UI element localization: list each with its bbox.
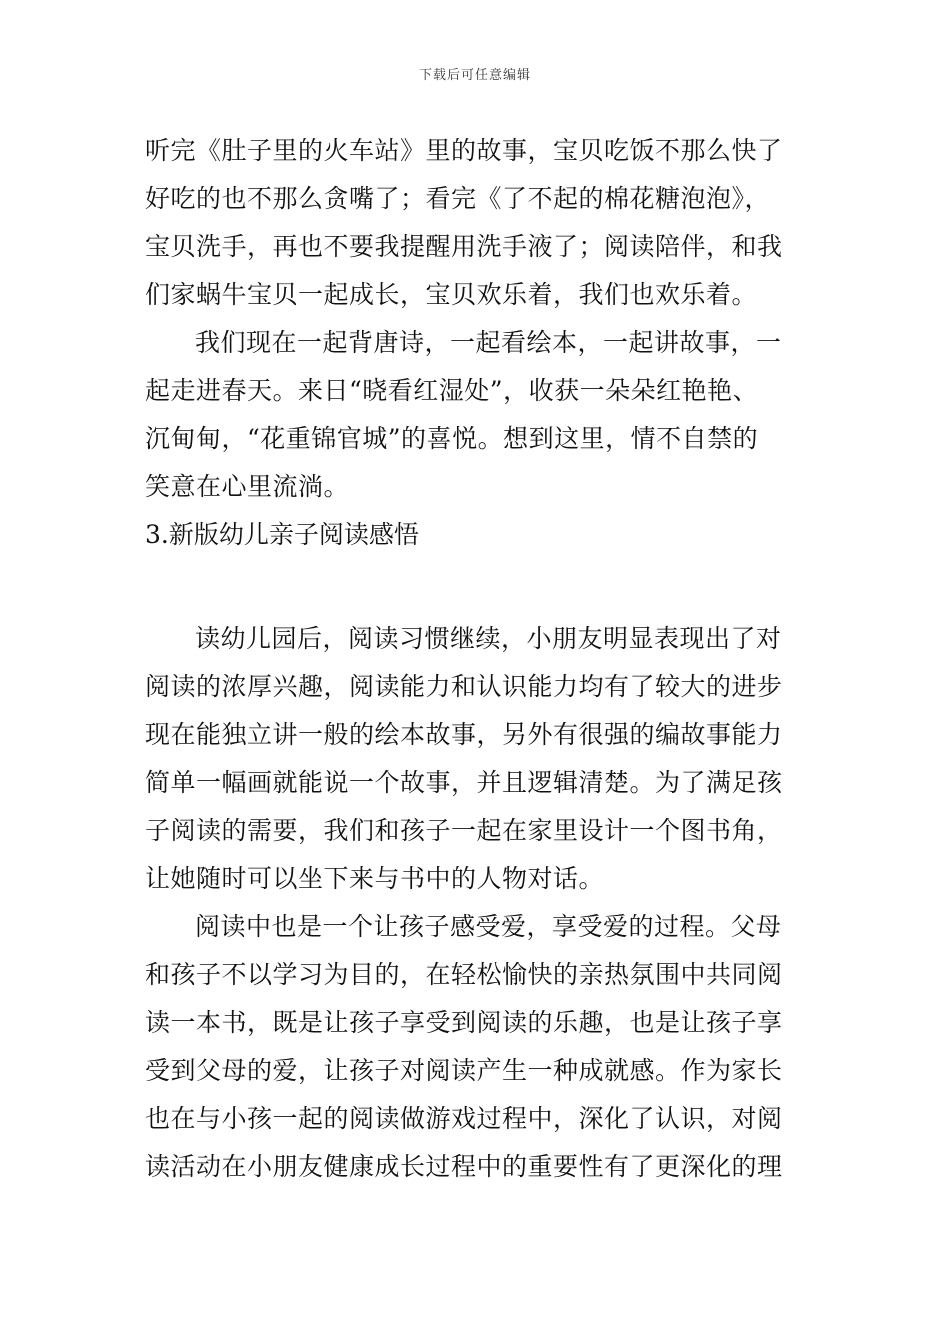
paragraph-line: 们家蜗牛宝贝一起成长，宝贝欢乐着，我们也欢乐着。 (145, 280, 758, 309)
paragraph-line: 简单一幅画就能说一个故事，并且逻辑清楚。为了满足孩 (145, 768, 783, 797)
paragraph-line: 也在与小孩一起的阅读做游戏过程中，深化了认识，对阅 (145, 1104, 783, 1133)
blank-space-small (145, 607, 810, 615)
document-body (145, 127, 810, 1191)
paragraph-line: 阅读的浓厚兴趣，阅读能力和认识能力均有了较大的进步 (145, 672, 783, 701)
paragraph-line: 宝贝洗手，再也不要我提醒用洗手液了；阅读陪伴，和我 (145, 232, 783, 261)
paragraph-line: 好吃的也不那么贪嘴了；看完《了不起的棉花糖泡泡》， (145, 184, 771, 213)
blank-space (145, 559, 810, 607)
paragraph-line: 受到父母的爱，让孩子对阅读产生一种成就感。作为家长 (145, 1056, 783, 1085)
paragraph-line: 现在能独立讲一般的绘本故事，另外有很强的编故事能力 (145, 720, 783, 749)
page-header: 下载后可任意编辑 (418, 68, 531, 83)
paragraph-line: 和孩子不以学习为目的，在轻松愉快的亲热氛围中共同阅 (145, 960, 783, 989)
paragraph-line: 子阅读的需要，我们和孩子一起在家里设计一个图书角， (145, 816, 783, 845)
paragraph-line: 让她随时可以坐下来与书中的人物对话。 (145, 864, 605, 893)
paragraph-line: 沉甸甸，“花重锦官城”的喜悦。想到这里，情不自禁的 (145, 424, 759, 453)
paragraph-3 (145, 615, 810, 903)
paragraph-line: 读活动在小朋友健康成长过程中的重要性有了更深化的理 (145, 1152, 783, 1181)
paragraph-line: 我们现在一起背唐诗，一起看绘本，一起讲故事，一 (195, 328, 782, 357)
paragraph-line: 读幼儿园后，阅读习惯继续，小朋友明显表现出了对 (195, 624, 782, 653)
paragraph-1 (145, 127, 810, 319)
paragraph-line: 读一本书，既是让孩子享受到阅读的乐趣，也是让孩子享 (145, 1008, 783, 1037)
paragraph-line: 笑意在心里流淌。 (145, 472, 350, 501)
paragraph-4 (145, 903, 810, 1191)
paragraph-2 (145, 319, 810, 511)
section-heading: 3.新版幼儿亲子阅读感悟 (145, 520, 419, 549)
paragraph-line: 起走进春天。来日“晓看红湿处”，收获一朵朵红艳艳、 (145, 376, 759, 405)
paragraph-line: 听完《肚子里的火车站》里的故事，宝贝吃饭不那么快了 (145, 136, 783, 165)
paragraph-line: 阅读中也是一个让孩子感受爱，享受爱的过程。父母 (195, 912, 782, 941)
